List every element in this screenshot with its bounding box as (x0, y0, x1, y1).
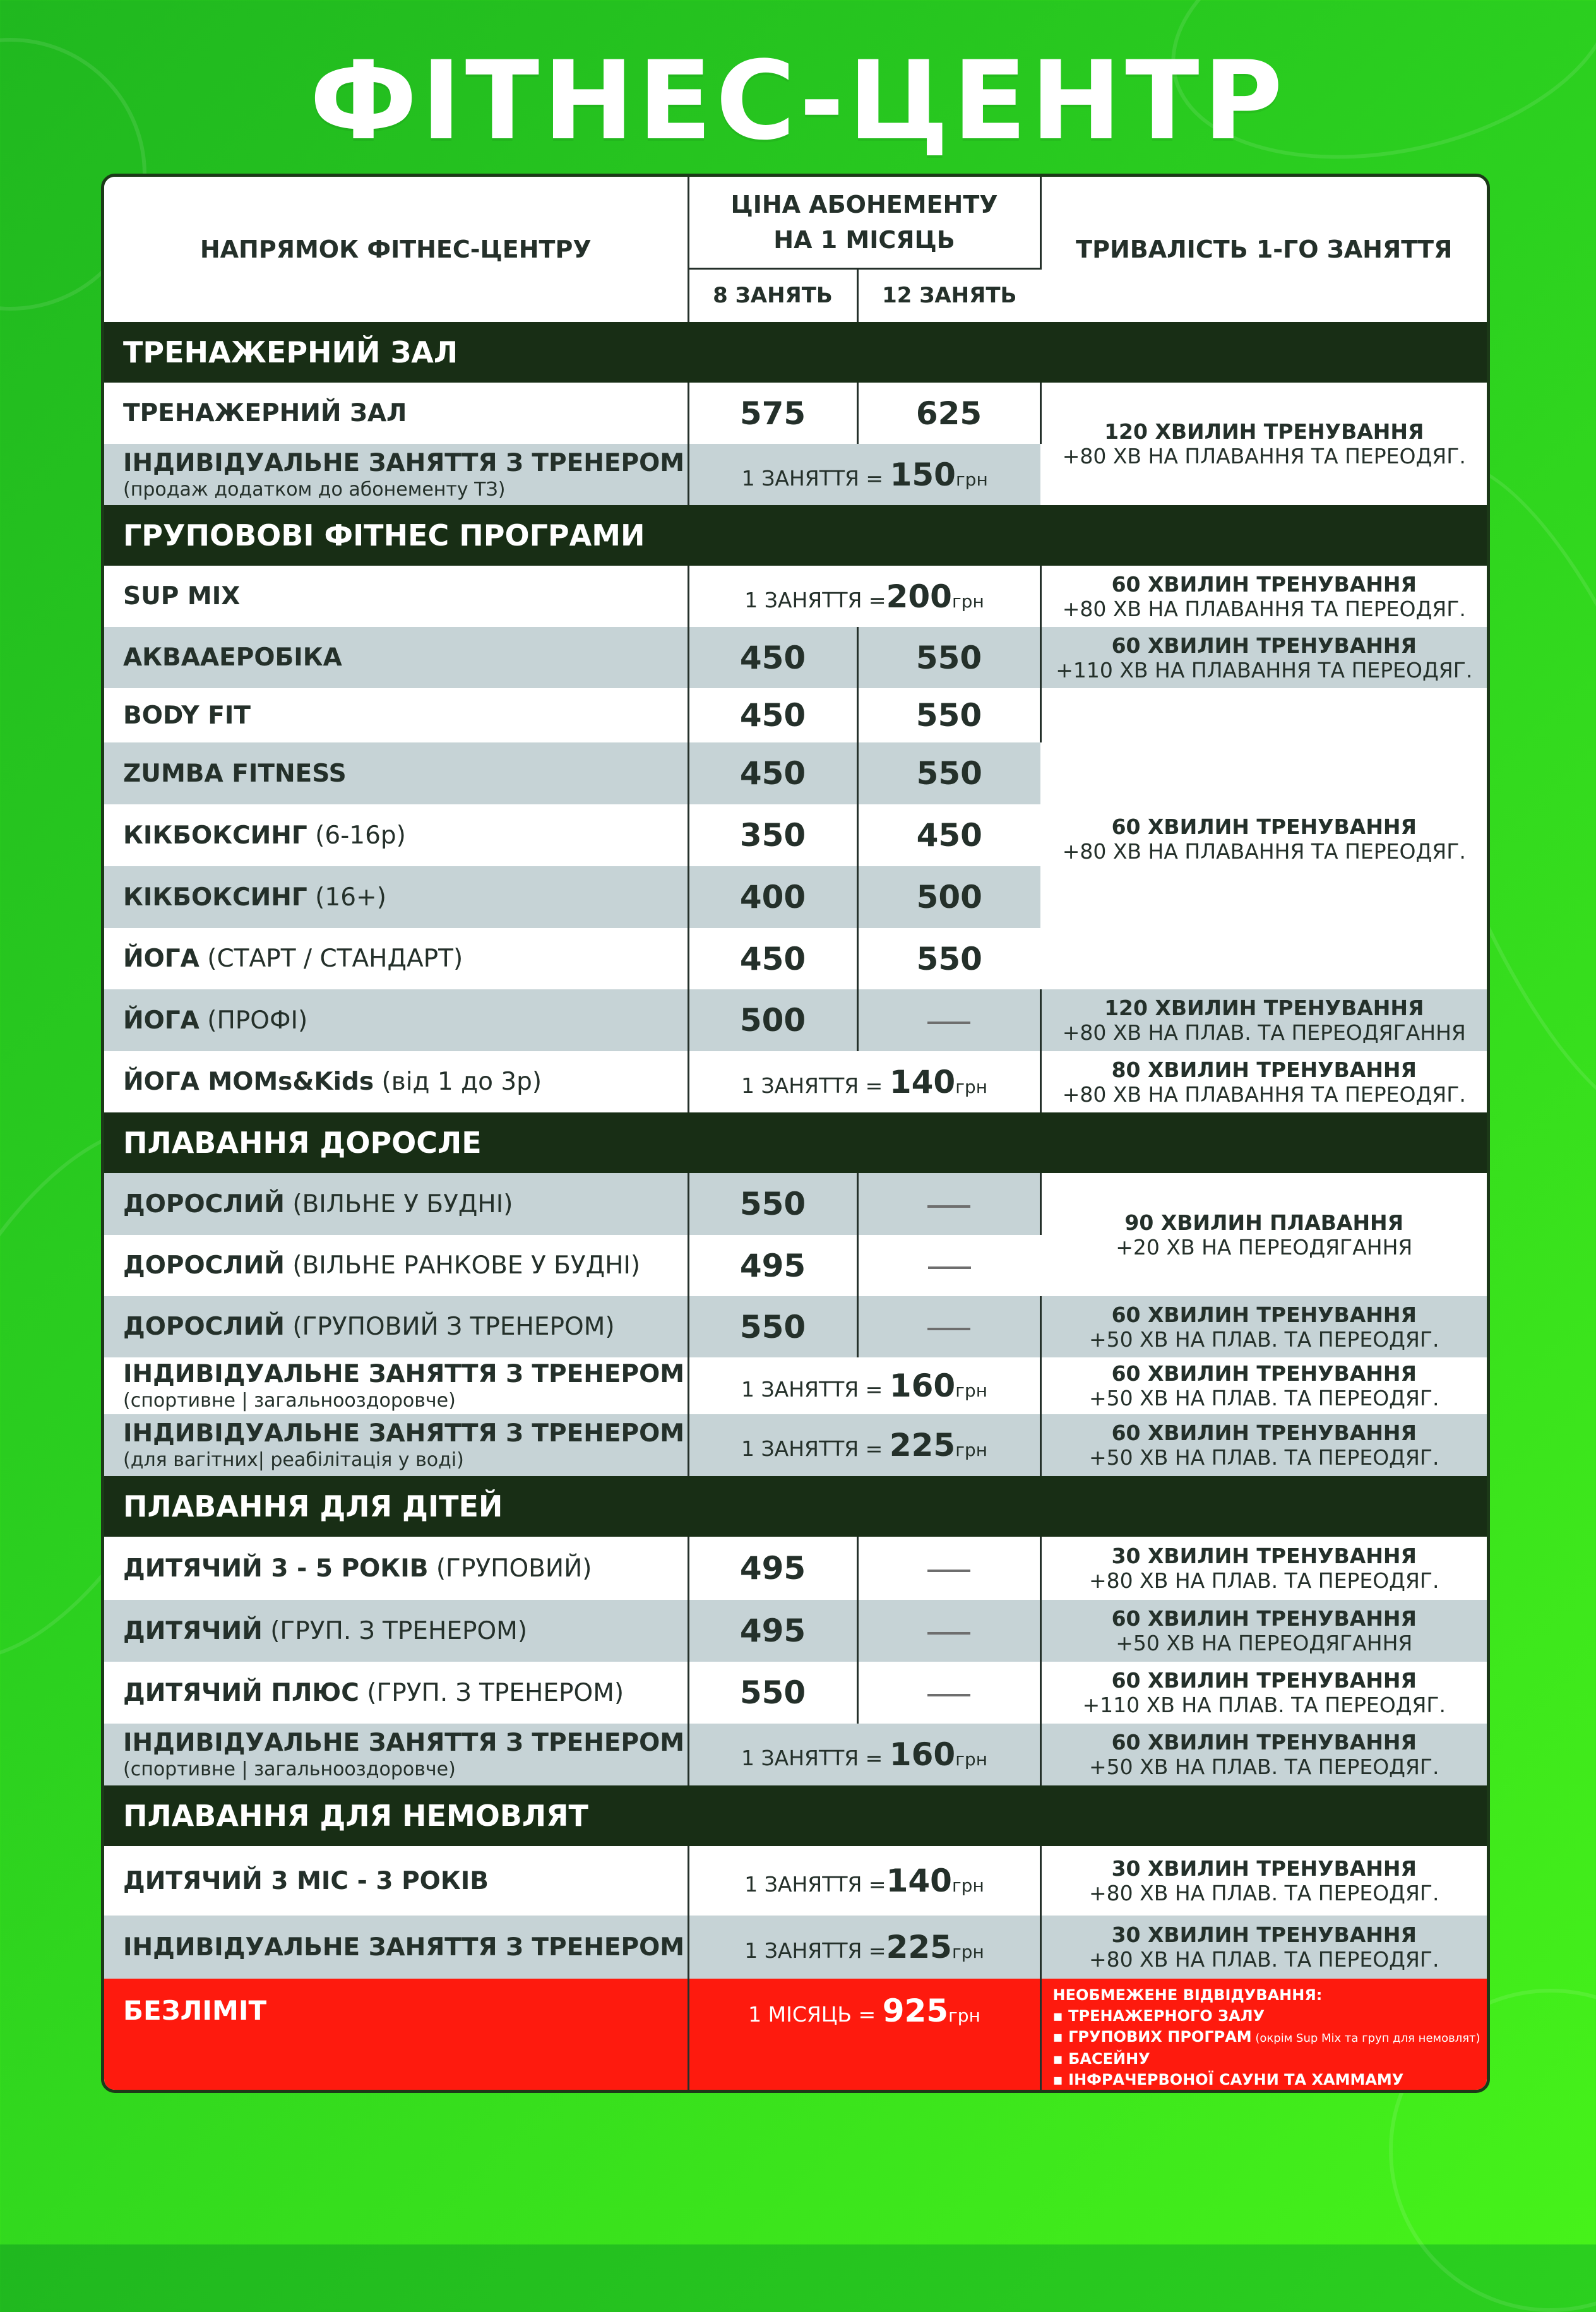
table-row: ІНДИВІДУАЛЬНЕ ЗАНЯТТЯ З ТРЕНЕРОМ 1 ЗАНЯТТЯ =225грн 30 ХВИЛИН ТРЕНУВАННЯ +80 ХВ НА ПЛАВ. ТА ПЕРЕОДЯГ. (104, 1916, 1487, 1979)
table-row: КІКБОКСИНГ (16+) 400 500 (104, 866, 1487, 928)
table-row: ЙОГА (СТАРТ / СТАНДАРТ) 450 550 (104, 928, 1487, 989)
header-12-sessions: 12 ЗАНЯТЬ (857, 268, 1040, 322)
section-gym: ТРЕНАЖЕРНИЙ ЗАЛ (104, 322, 1487, 383)
price-table (104, 177, 1487, 2092)
table-row: ДИТЯЧИЙ ПЛЮС (ГРУП. З ТРЕНЕРОМ) 550 60 ХВИЛИН ТРЕНУВАННЯ +110 ХВ НА ПЛАВ. ТА ПЕРЕОДЯГ. (104, 1662, 1487, 1724)
table-row: ZUMBA FITNESS 450 550 (104, 742, 1487, 804)
dash-icon (928, 1266, 971, 1269)
unlimited-label: БЕЗЛІМІТ (104, 1979, 688, 2092)
dash-icon (927, 1022, 970, 1024)
table-row: ІНДИВІДУАЛЬНЕ ЗАНЯТТЯ З ТРЕНЕРОМ (для вагітних| реабілітація у воді) 1 ЗАНЯТТЯ = 225грн 60 ХВИЛИН ТРЕНУВАННЯ +50 ХВ НА ПЛАВ. ТА ПЕРЕОДЯГ. (104, 1414, 1487, 1476)
duration-cell: 60 ХВИЛИН ТРЕНУВАННЯ +80 ХВ НА ПЛАВАННЯ ТА ПЕРЕОДЯГ. (1040, 688, 1487, 989)
table-header (104, 177, 1487, 322)
header-direction: НАПРЯМОК ФІТНЕС-ЦЕНТРУ (104, 177, 688, 322)
table-row: ДИТЯЧИЙ 3 МІС - 3 РОКІВ 1 ЗАНЯТТЯ =140грн 30 ХВИЛИН ТРЕНУВАННЯ +80 ХВ НА ПЛАВ. ТА ПЕРЕОДЯГ. (104, 1846, 1487, 1916)
table-row: ДИТЯЧИЙ 3 - 5 РОКІВ (ГРУПОВИЙ) 495 30 ХВИЛИН ТРЕНУВАННЯ +80 ХВ НА ПЛАВ. ТА ПЕРЕОДЯГ. (104, 1537, 1487, 1600)
table-row: ДИТЯЧИЙ (ГРУП. З ТРЕНЕРОМ) 495 60 ХВИЛИН ТРЕНУВАННЯ +50 ХВ НА ПЕРЕОДЯГАННЯ (104, 1600, 1487, 1662)
dash-icon (927, 1205, 970, 1208)
header-duration: ТРИВАЛІСТЬ 1-ГО ЗАНЯТТЯ (1040, 177, 1487, 322)
table-row: ДОРОСЛИЙ (ВІЛЬНЕ У БУДНІ) 550 90 ХВИЛИН ПЛАВАННЯ +20 ХВ НА ПЕРЕОДЯГАННЯ (104, 1173, 1487, 1235)
table-row: АКВААЕРОБІКА 450 550 60 ХВИЛИН ТРЕНУВАННЯ +110 ХВ НА ПЛАВАННЯ ТА ПЕРЕОДЯГ. (104, 627, 1487, 688)
table-row: ДОРОСЛИЙ (ВІЛЬНЕ РАНКОВЕ У БУДНІ) 495 (104, 1235, 1487, 1296)
table-row: ІНДИВІДУАЛЬНЕ ЗАНЯТТЯ З ТРЕНЕРОМ (спортивне | загальнооздоровче) 1 ЗАНЯТТЯ = 160грн 60 ХВИЛИН ТРЕНУВАННЯ +50 ХВ НА ПЛАВ. ТА ПЕРЕОДЯГ. (104, 1724, 1487, 1785)
header-price: ЦІНА АБОНЕМЕНТУ НА 1 МІСЯЦЬ (688, 177, 1040, 268)
table-row: ІНДИВІДУАЛЬНЕ ЗАНЯТТЯ З ТРЕНЕРОМ (продаж додатком до абонементу ТЗ) 1 ЗАНЯТТЯ = 150грн (104, 444, 1487, 505)
table-row: ДОРОСЛИЙ (ГРУПОВИЙ З ТРЕНЕРОМ) 550 60 ХВИЛИН ТРЕНУВАННЯ +50 ХВ НА ПЛАВ. ТА ПЕРЕОДЯГ. (104, 1296, 1487, 1357)
section-kids: ПЛАВАННЯ ДЛЯ ДІТЕЙ (104, 1476, 1487, 1537)
table-row: КІКБОКСИНГ (6-16р) 350 450 (104, 804, 1487, 866)
dash-icon (927, 1694, 970, 1696)
dash-icon (927, 1632, 970, 1635)
table-row: SUP MIX 1 ЗАНЯТТЯ =200грн 60 ХВИЛИН ТРЕНУВАННЯ +80 ХВ НА ПЛАВАННЯ ТА ПЕРЕОДЯГ. (104, 566, 1487, 627)
table-row: BODY FIT 450 550 60 ХВИЛИН ТРЕНУВАННЯ +80 ХВ НА ПЛАВАННЯ ТА ПЕРЕОДЯГ. (104, 688, 1487, 742)
section-babies: ПЛАВАННЯ ДЛЯ НЕМОВЛЯТ (104, 1785, 1487, 1846)
table-row: ЙОГА MOMs&Kids (від 1 до 3р) 1 ЗАНЯТТЯ = 140грн 80 ХВИЛИН ТРЕНУВАННЯ +80 ХВ НА ПЛАВАННЯ ТА ПЕРЕОДЯГ. (104, 1051, 1487, 1112)
duration-cell: 120 ХВИЛИН ТРЕНУВАННЯ +80 ХВ НА ПЛАВАННЯ ТА ПЕРЕОДЯГ. (1040, 383, 1487, 505)
unlimited-list: НЕОБМЕЖЕНЕ ВІДВІДУВАННЯ: ▪ ТРЕНАЖЕРНОГО ЗАЛУ ▪ ГРУПОВИХ ПРОГРАМ (окрім Sup Mix та груп для немовлят) ▪ БАСЕЙНУ ▪ ІНФРАЧЕРВОНОЇ САУНИ ТА ХАММАМУ (1040, 1979, 1487, 2092)
table-row: ТРЕНАЖЕРНИЙ ЗАЛ 575 625 120 ХВИЛИН ТРЕНУВАННЯ +80 ХВ НА ПЛАВАННЯ ТА ПЕРЕОДЯГ. (104, 383, 1487, 444)
dash-icon (927, 1570, 970, 1572)
unlimited-row: БЕЗЛІМІТ 1 МІСЯЦЬ = 925грн НЕОБМЕЖЕНЕ ВІДВІДУВАННЯ: ▪ ТРЕНАЖЕРНОГО ЗАЛУ ▪ ГРУПОВИХ ПРОГРАМ (окрім Sup Mix та груп для немовлят) ▪ БАСЕЙНУ ▪ ІНФРАЧЕРВОНОЇ САУНИ ТА ХАММАМУ (104, 1979, 1487, 2092)
table-row: ІНДИВІДУАЛЬНЕ ЗАНЯТТЯ З ТРЕНЕРОМ (спортивне | загальнооздоровче) 1 ЗАНЯТТЯ = 160грн 60 ХВИЛИН ТРЕНУВАННЯ +50 ХВ НА ПЛАВ. ТА ПЕРЕОДЯГ. (104, 1357, 1487, 1414)
header-8-sessions: 8 ЗАНЯТЬ (688, 268, 857, 322)
section-adult: ПЛАВАННЯ ДОРОСЛЕ (104, 1112, 1487, 1173)
page-title: ФІТНЕС-ЦЕНТР (309, 37, 1287, 164)
section-group: ГРУПОВОВІ ФІТНЕС ПРОГРАМИ (104, 505, 1487, 566)
dash-icon (927, 1328, 970, 1330)
table-row: ЙОГА (ПРОФІ) 500 120 ХВИЛИН ТРЕНУВАННЯ +80 ХВ НА ПЛАВ. ТА ПЕРЕОДЯГАННЯ (104, 989, 1487, 1051)
price-table-panel (101, 174, 1490, 2093)
